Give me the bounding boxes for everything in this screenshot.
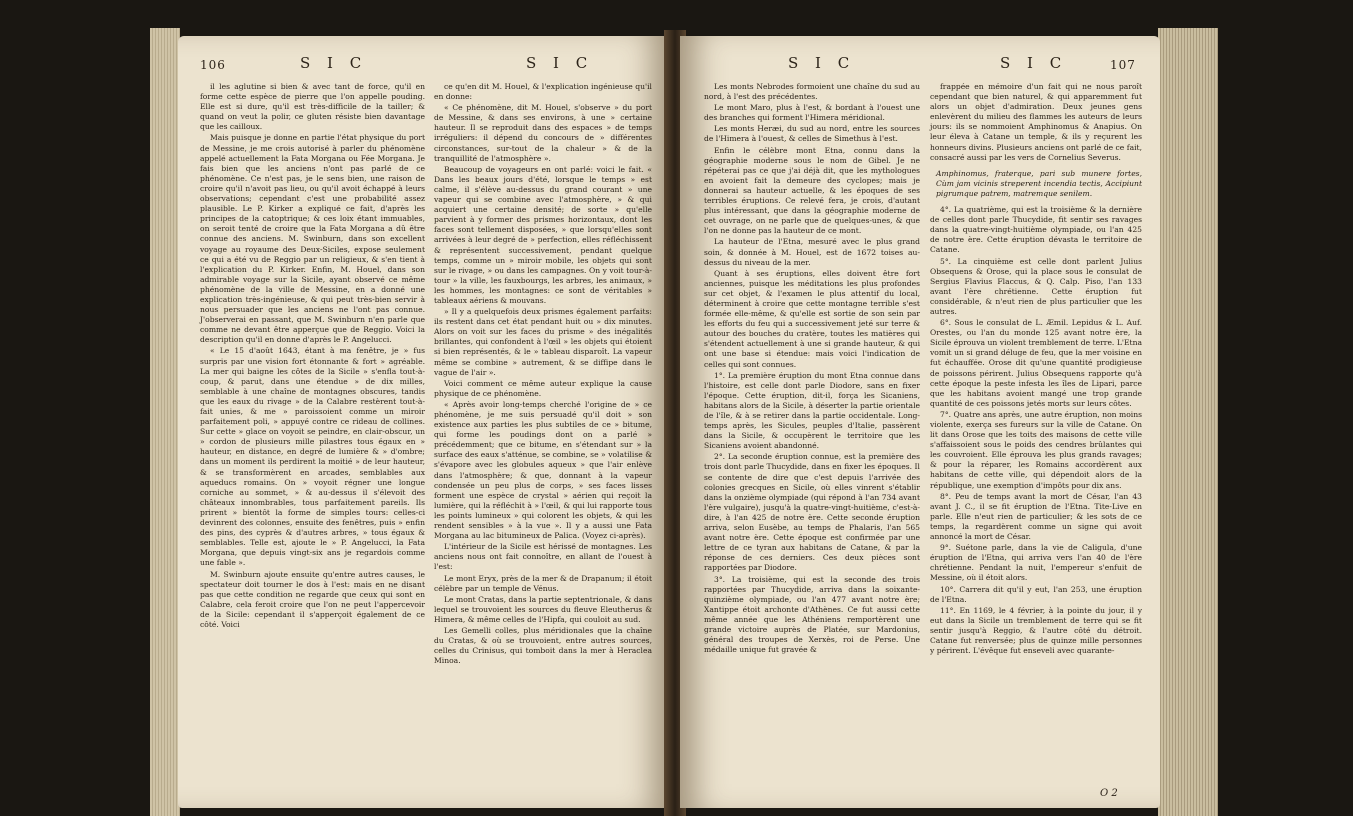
paragraph: « Après avoir long-temps cherché l'origine de » ce phénomène, je me suis persuadé qu'il doit » son existence aux parties les plus subtiles de ce » bitume, qui forme les poudings dont on a parlé » précédemment; que ce bitume, en s'étendant sur » la surface des eaux s'atténue, se combine, se » volatilise & s'évapore avec les globules aqueux » que l'air enlève dans l'atmosphère; & que, donnant à la vapeur condensée un peu plus de corps, » ses faces lisses forment une espèce de crystal » aérien qui reçoit la lumière, qui la réfléchit à » l'œil, & qui lui rapporte tous les points lumineux » qui colorent les objets, & qui les rendent sensibles » à la vue ». Il y a aussi une Fata Morgana au lac bitumineux de Palica. (Voyez ci-après). <box>434 399 652 541</box>
paragraph: 11°. En 1169, le 4 février, à la pointe du jour, il y eut dans la Sicile un tremblement de terre qui se fit sentir jusqu'à Reggio, & l'autre côté du détroit. Catane fut renversée; plus de quinze mille personnes y périrent. L'évêque fut enseveli avec quarante- <box>930 605 1142 656</box>
right-page <box>680 36 1160 808</box>
running-head: S I C <box>300 54 368 72</box>
paragraph: Les monts Nebrodes formoient une chaîne du sud au nord, à l'est des précédentes. <box>704 82 920 102</box>
running-head: S I C <box>788 54 856 72</box>
right-page-column-2 <box>930 82 1142 657</box>
paragraph: Quant à ses éruptions, elles doivent être fort anciennes, puisque les méditations les plus profondes sur cet objet, & l'examen le plus attentif du local, déterminent à croire que cette montagne terrible s'est formée elle-même, & qu'elle est sortie de son sein par les efforts du feu qui a successivement jeté sur terre & autour des bouches du cratère, toutes les matières qui s'étendent actuellement à une si grande hauteur, & qui ont une base si étendue: mais voici l'indication de celles qui sont connues. <box>704 268 920 369</box>
running-head: S I C <box>526 54 594 72</box>
paragraph: » Il y a quelquefois deux prismes également parfaits: ils restent dans cet état pendant huit ou » dix minutes. Alors on voit sur les faces du prisme » des inégalités brillantes, qui confondent à l'œil » les objets qui étoient si bien représentés, & le » tableau disparoît. La vapeur même se combine » autrement, & se diffipe dans le vague de l'air ». <box>434 307 652 377</box>
paragraph: « Ce phénomène, dit M. Houel, s'observe » du port de Messine, & dans ses environs, à une » certaine hauteur. Il se reproduit dans des espaces » de temps irréguliers: il dépend du concours de » différentes circonstances, sur-tout de la chaleur » & de la tranquillité de l'atmosphère ». <box>434 103 652 163</box>
latin-verse: Amphinomus, fraterque, pari sub munere fortes, Cùm jam vicinis streperent incendia tectis, Accipiunt pigrumque patrem, matremque senilem. <box>936 168 1142 198</box>
paragraph: 1°. La première éruption du mont Etna connue dans l'histoire, est celle dont parle Diodore, sans en fixer l'époque. Cette éruption, dit-il, força les Sicaniens, habitans alors de la Sicile, à déserter la partie orientale de l'île, & à se retirer dans la partie occidentale. Long-temps après, les Sicules, peuples d'Italie, passèrent dans la Sicile, & occupèrent le territoire que les Sicaniens avoient abandonné. <box>704 370 920 451</box>
paragraph: il les aglutine si bien & avec tant de force, qu'il en forme cette espèce de pierre que l'on appelle pouding. Elle est si dure, qu'il est très-difficile de la tailler; & quand on veut la polir, ce gluten résiste bien davantage que les cailloux. <box>200 82 425 132</box>
paragraph: 9°. Suétone parle, dans la vie de Caligula, d'une éruption de l'Etna, qui arriva vers l'an 40 de l'ère chrétienne. Pendant la nuit, l'empereur s'enfuit de Messine, où il étoit alors. <box>930 543 1142 583</box>
paragraph: frappée en mémoire d'un fait qui ne nous paroît cependant que bien naturel, & qui apparemment fut alors un objet d'admiration. Deux jeunes gens enlevèrent du milieu des flammes les auteurs de leurs jours: ils se nommoient Amphinomus & Anapius. On leur éleva à Catane un temple, & ils y reçurent les honneurs divins. Plusieurs anciens ont parlé de ce fait, consacré aussi par les vers de Cornelius Severus. <box>930 82 1142 162</box>
paragraph: 4°. La quatrième, qui est la troisième & la dernière de celles dont parle Thucydide, fit sentir ses ravages dans la quatre-vingt-huitième olympiade, ou l'an 425 de notre ère. Cette éruption dévasta le territoire de Catane. <box>930 205 1142 255</box>
paragraph: Les Gemelli colles, plus méridionales que la chaîne du Cratas, & où se trouvoient, entre autres sources, celles du Crinisus, qui tomboit dans la mer à Heraclea Minoa. <box>434 625 652 666</box>
paragraph: ce qu'en dit M. Houel, & l'explication ingénieuse qu'il en donne: <box>434 82 652 102</box>
left-page-edges <box>150 28 180 816</box>
paragraph: 10°. Carrera dit qu'il y eut, l'an 253, une éruption de l'Etna. <box>930 584 1142 604</box>
left-page-column-1 <box>200 82 425 631</box>
paragraph: Les monts Heræi, du sud au nord, entre les sources de l'Himera à l'ouest, & celles de Simethus à l'est. <box>704 124 920 144</box>
page-number: 106 <box>200 58 226 72</box>
paragraph: Beaucoup de voyageurs en ont parlé: voici le fait. « Dans les beaux jours d'été, lorsque le temps » est calme, il s'élève au-dessus du grand courant » une vapeur qui se combine avec l'atmosphère, » & qui acquiert une certaine densité; de sorte » qu'elle parvient à y former des prismes horizontaux, dont les faces sont tellement disposées, » que lorsqu'elles sont arrivées à leur degré de » perfection, elles réfléchissent & représentent successivement, pendant quelque temps, comme un » miroir mobile, les objets qui sont sur le rivage, » ou dans les campagnes. On y voit tour-à-tour » la ville, les fauxbourgs, les arbres, les animaux, » les hommes, les montagnes: ce sont de véritables » tableaux aériens & mouvans. <box>434 164 652 305</box>
paragraph: 5°. La cinquième est celle dont parlent Julius Obsequens & Orose, qui la place sous le consulat de Sergius Flavius Flaccus, & Q. Calp. Piso, l'an 133 avant l'ère chrétienne. Cette éruption fut considérable, & n'eut rien de plus particulier que les autres. <box>930 256 1142 316</box>
paragraph: M. Swinburn ajoute ensuite qu'entre autres causes, le spectateur doit tourner le dos à l'est: mais en ne disant pas que cette condition ne regarde que ceux qui sont en Calabre, cela feroit croire que l'on ne peut l'appercevoir de la Sicile: cependant il s'apperçoit également de ce côté. Voici <box>200 569 425 629</box>
right-page-column-1 <box>704 82 920 656</box>
paragraph: L'intérieur de la Sicile est hérissé de montagnes. Les anciens nous ont fait connoître, en allant de l'ouest à l'est: <box>434 542 652 572</box>
paragraph: Le mont Maro, plus à l'est, & bordant à l'ouest une des branches qui forment l'Himera méridional. <box>704 103 920 123</box>
signature-mark: O 2 <box>1100 788 1118 799</box>
paragraph: La hauteur de l'Etna, mesuré avec le plus grand soin, & donnée à M. Houel, est de 1672 toises au-dessus du niveau de la mer. <box>704 237 920 267</box>
right-page-edges <box>1158 28 1218 816</box>
paragraph: Mais puisque je donne en partie l'état physique du port de Messine, je me crois autorisé à parler du phénomène appelé actuellement la Fata Morgana ou Fée Morgana. Je fais bien que les anciens n'ont pas parlé de ce phénomène. Ce n'est pas, je le sens bien, une raison de croire qu'il n'avoit pas lieu, ou qu'il avoit échappé à leurs observations; cependant c'est une probabilité assez plausible. Le P. Kirker a expliqué ce fait, d'après les principes de la catoptrique; & ces loix étant immuables, on seroit tenté de croire que la Fata Morgana a dû être connue des anciens. M. Swinburn, dans son excellent voyage au royaume des Deux-Siciles, expose seulement ce qui a été vu de Reggio par un religieux, & s'en tient à l'explication du P. Kirker. Enfin, M. Houel, dans son admirable voyage sur la Sicile, ayant observé ce même phénomène de la ville de Messine, en a donné une explication très-ingénieuse, & qui peut très-bien servir à nous persuader que les anciens ne l'ont pas connue. J'observerai en passant, que M. Swinburn n'en parle que comme ne devant être apperçue que de Reggio. Voici la description qu'il en donne d'après le P. Angelucci. <box>200 133 425 345</box>
paragraph: 8°. Peu de temps avant la mort de César, l'an 43 avant J. C., il se fit éruption de l'Etna. Tite-Live en parle. Elle n'eut rien de particulier; & les sots de ce temps, la regardèrent comme un signe qui avoit annoncé la mort de César. <box>930 491 1142 542</box>
running-head: S I C <box>1000 54 1068 72</box>
paragraph: 7°. Quatre ans après, une autre éruption, non moins violente, exerça ses fureurs sur la ville de Catane. On lit dans Orose que les toits des maisons de cette ville s'affaissoient sous le poids des cendres brûlantes qui les couvroient. Elle éprouva les plus grands ravages; & pour la réparer, les Romains accordèrent aux habitans de cette ville, qui dépendoit alors de la république, une exemption d'impôts pour dix ans. <box>930 409 1142 490</box>
paragraph: Le mont Eryx, près de la mer & de Drapanum; il étoit célèbre par un temple de Vénus. <box>434 573 652 593</box>
paragraph: 3°. La troisième, qui est la seconde des trois rapportées par Thucydide, arriva dans la soixante-quinzième olympiade, ou l'an 477 avant notre ère; Xantippe étoit archonte d'Athènes. Ce fut aussi cette même année que les Athéniens remportèrent une grande victoire auprès de Platée, sur Mardonius, général des troupes de Xerxès, roi de Perse. Une médaille unique fut gravée & <box>704 574 920 655</box>
paragraph: Le mont Cratas, dans la partie septentrionale, & dans lequel se trouvoient les sources du fleuve Eleutherus & Himera, & même celles de l'Hipfa, qui couloit au sud. <box>434 594 652 624</box>
left-page <box>178 36 668 808</box>
paragraph: Voici comment ce même auteur explique la cause physique de ce phénomène. <box>434 378 652 398</box>
paragraph: 2°. La seconde éruption connue, est la première des trois dont parle Thucydide, dans en fixer les époques. Il se contente de dire que c'est depuis l'arrivée des colonies grecques en Sicile, où elles vinrent s'établir dans la onzième olympiade (qui répond à l'an 734 avant l'ère vulgaire), jusqu'à la quatre-vingt-huitième, c'est-à-dire, à l'an 425 de notre ère. Cette seconde éruption arriva, selon Eusèbe, au temps de Phalaris, l'an 565 avant notre ère. Cette époque est confirmée par une lettre de ce tyran aux habitans de Catane, & par la réponse de ces derniers. Ces deux pièces sont rapportées par Diodore. <box>704 452 920 573</box>
left-page-column-2 <box>434 82 652 667</box>
paragraph: 6°. Sous le consulat de L. Æmil. Lepidus & L. Auf. Orestes, ou l'an du monde 125 avant notre ère, la Sicile éprouva un violent tremblement de terre. L'Etna vomit un si grand déluge de feu, que la mer voisine en fut échauffée. Orose dit qu'une quantité prodigieuse de poissons périrent. Julius Obsequens rapporte qu'à cette époque la peste infesta les îles de Lipari, parce que les habitans avoient mangé une trop grande quantité de ces poissons jetés morts sur leurs côtes. <box>930 318 1142 408</box>
paragraph: « Le 15 d'août 1643, étant à ma fenêtre, je » fus surpris par une vision fort étonnante & fort » agréable. La mer qui baigne les côtes de la Sicile » s'enfla tout-à-coup, & parut, dans une étendue » de dix milles, semblable à une chaîne de montagnes obscures, tandis que les eaux du rivage » de la Calabre restèrent tout-à-fait unies, & me » paroissoient comme un miroir parfaitement poli, » appuyé contre ce rideau de collines. Sur cette » glace on voyoit se peindre, en clair-obscur, un » cordon de plusieurs mille pilastres tous égaux en » hauteur, en distance, en degré de lumière & » d'ombre; dans un moment ils perdirent la moitié » de leur hauteur, & se transformèrent en arcades, semblables aux aqueducs romains. On » voyoit régner une longue corniche au sommet, » & au-dessus il s'élevoit des châteaux innombrables, tous parfaitement pareils. Ils prirent » bientôt la forme de simples tours: celles-ci devinrent des colonnes, ensuite des fenêtres, puis » enfin des pins, des cyprès & d'autres arbres, » tous égaux & semblables. Telle est, ajoute le » P. Angelucci, la Fata Morgana, que depuis vingt-six ans je regardois comme une fable ». <box>200 346 425 568</box>
page-number: 107 <box>1110 58 1136 72</box>
paragraph: Enfin le célèbre mont Etna, connu dans la géographie moderne sous le nom de Gibel. Je ne répéterai pas ce que j'ai déjà dit, que les mythologues en avoient fait la demeure des cyclopes; mais je donnerai sa hauteur actuelle, & les époques de ses terribles éruptions. Ce relevé fera, je crois, d'autant plus intéressant, que dans la géographie moderne de cet ouvrage, on ne parle que de quelques-unes, & que l'on ne donne pas la hauteur de ce mont. <box>704 145 920 236</box>
